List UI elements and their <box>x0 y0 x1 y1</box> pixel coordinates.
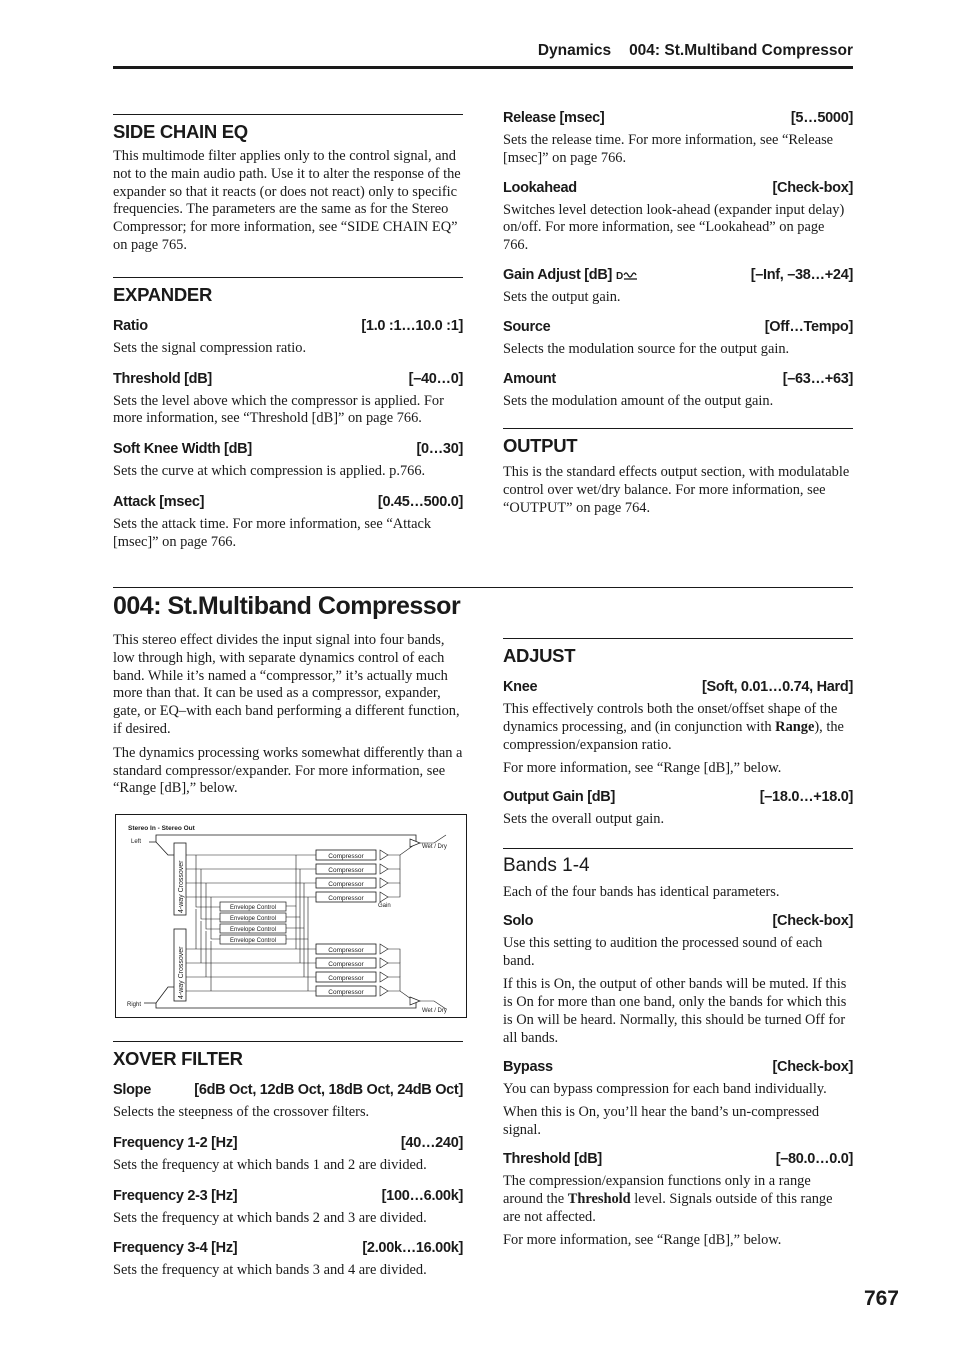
param-header <box>503 265 853 285</box>
side-chain-eq-section <box>113 114 463 255</box>
param-name: Output Gain [dB] <box>503 789 615 806</box>
param-block <box>503 911 853 1048</box>
param-desc: Switches level detection look-ahead (expander input delay) on/off. For more information, see “Lookahead” on page 766. <box>503 201 845 254</box>
param-name: Attack [msec] <box>113 493 205 510</box>
param-range: [6dB Oct, 12dB Oct, 18dB Oct, 24dB Oct] <box>194 1082 463 1098</box>
param-header <box>113 492 463 512</box>
param-name: Source <box>503 318 551 335</box>
section-heading: XOVER FILTER <box>113 1048 243 1069</box>
envelope-label: Envelope Control <box>229 905 277 911</box>
main-title: 004: St.Multiband Compressor <box>113 592 461 620</box>
param-desc: Sets the overall output gain. <box>503 811 665 828</box>
output-section <box>503 428 853 517</box>
block-diagram <box>115 814 467 1018</box>
param-range: [Check-box] <box>772 912 853 929</box>
param-desc: Sets the signal compression ratio. <box>113 339 307 356</box>
block-diagram-svg <box>116 815 466 1017</box>
param-name: Soft Knee Width [dB] <box>113 441 252 458</box>
param-range: [–63…+63] <box>782 370 853 387</box>
param-desc: Sets the frequency at which bands 3 and 4 are divided. <box>113 1262 427 1279</box>
param-name: Release [msec] <box>503 110 605 126</box>
desc-text: The compression/expansion functions only in a range around the <box>503 1172 811 1207</box>
param-name-wrap <box>503 265 638 285</box>
param-header <box>113 439 463 459</box>
main-title-rule <box>113 587 853 588</box>
compressor-label: Compressor <box>328 947 364 954</box>
adjust-section <box>503 638 853 829</box>
param-block <box>113 369 463 429</box>
param-name: Knee <box>503 679 538 695</box>
param-name: Gain Adjust [dB] <box>503 266 613 283</box>
param-desc: Sets the attack time. For more information, see “Attack [msec]” on page 766. <box>113 515 432 550</box>
param-header <box>113 369 463 389</box>
right-main-column <box>503 638 853 1250</box>
param-desc: When this is On, you’ll hear the band’s un-compressed signal. <box>503 1104 820 1139</box>
right-input-label: Right <box>127 1002 142 1008</box>
wet-dry-top-label: Wet / Dry <box>422 844 447 850</box>
gain-label: Gain <box>378 903 391 909</box>
param-range: [100…6.00k] <box>381 1187 463 1204</box>
compressor-label: Compressor <box>328 881 364 888</box>
envelope-outputs <box>286 855 308 991</box>
param-header <box>503 317 853 337</box>
xover-rule <box>113 1041 463 1280</box>
section-heading: ADJUST <box>503 645 576 666</box>
header-rule <box>113 66 853 69</box>
running-header <box>113 42 853 60</box>
param-name: Frequency 3-4 [Hz] <box>113 1240 238 1257</box>
left-top-column <box>113 114 463 552</box>
param-desc: Sets the release time. For more information, see “Release [msec]” on page 766. <box>503 132 834 166</box>
expander-section <box>113 277 463 552</box>
param-block <box>113 492 463 552</box>
left-input-label: Left <box>131 839 142 845</box>
param-range: [2.00k…16.00k] <box>362 1240 463 1257</box>
gain-stages <box>380 850 388 996</box>
param-name: Threshold [dB] <box>113 370 212 387</box>
param-header <box>503 677 853 697</box>
left-dry-wire <box>156 835 416 843</box>
intro-paragraph: This stereo effect divides the input signal into four bands, low through high, with separate dynamics control of each band. While it’s named a “compressor,” it’s actually much more than that. It can be used as a compressor, expander, gate, or EQ–with each band performing a different function, if desired. <box>113 632 460 737</box>
param-desc: Sets the modulation amount of the output gain. <box>503 392 774 409</box>
param-range: [40…240] <box>400 1134 463 1151</box>
param-header <box>503 787 853 807</box>
param-range: [–80.0…0.0] <box>775 1150 853 1167</box>
param-range: [–Inf, –38…+24] <box>750 266 853 283</box>
compressor-label: Compressor <box>328 895 364 902</box>
section-body: This multimode filter applies only to the control signal, and not to the main audio path. Use it to alter the response of the expander so that it reacts (or does not react) only to specific frequencies. The parameters are the same as for the Stereo Compressor; for more information, see “SIDE CHAIN EQ” on page 765. <box>113 148 461 253</box>
left-input-wire <box>149 842 174 855</box>
param-block <box>503 108 853 168</box>
param-block <box>503 369 853 411</box>
param-name: Frequency 2-3 [Hz] <box>113 1187 238 1204</box>
param-block <box>113 1133 463 1175</box>
envelope-label: Envelope Control <box>229 938 277 944</box>
param-range: [Soft, 0.01…0.74, Hard] <box>701 679 853 695</box>
compressor-label: Compressor <box>328 867 364 874</box>
param-desc: Sets the frequency at which bands 2 and 3 are divided. <box>113 1209 427 1226</box>
param-desc: If this is On, the output of other bands will be muted. If this is On for more than one band, only the bands for which this is On will be heard. Normally, this should be turned Off for all bands. <box>503 976 847 1046</box>
desc-bold: Threshold <box>567 1190 631 1207</box>
intro-block <box>113 632 463 798</box>
param-header <box>503 911 853 931</box>
param-header <box>503 1057 853 1077</box>
param-range: [Check-box] <box>772 179 853 196</box>
param-desc: Sets the level above which the compressor is applied. For more information, see “Threshold [dB]” on page 766. <box>113 392 444 427</box>
param-header <box>503 369 853 389</box>
param-header <box>113 1238 463 1258</box>
param-block <box>113 1080 463 1122</box>
page-number: 767 <box>863 1287 899 1310</box>
envelope-controls <box>220 902 286 944</box>
intro-paragraph: The dynamics processing works somewhat differently than a standard compressor/expander. For more information, see “Range [dB],” below. <box>113 744 463 797</box>
param-desc: Sets the frequency at which bands 1 and 2 are divided. <box>113 1156 427 1173</box>
param-range: [5…5000] <box>790 110 853 126</box>
param-desc: You can bypass compression for each band individually. <box>503 1080 827 1097</box>
param-range: [–40…0] <box>408 370 463 387</box>
param-desc: Sets the curve at which compression is applied. p.766. <box>113 463 426 480</box>
section-heading: EXPANDER <box>113 283 213 305</box>
section-body: This is the standard effects output section, with modulatable control over wet/dry balance. For more information, see “OUTPUT” on page 764. <box>503 464 850 516</box>
header-section: Dynamics <box>537 42 612 59</box>
diagram-title: Stereo In - Stereo Out <box>128 825 195 832</box>
param-name: Frequency 1-2 [Hz] <box>113 1134 238 1151</box>
wet-dry-bottom-label: Wet / Dry <box>422 1008 447 1014</box>
section-heading: SIDE CHAIN EQ <box>113 121 248 142</box>
right-input-wire <box>144 987 174 1003</box>
param-name: Lookahead <box>503 179 577 196</box>
param-range: [0.45…500.0] <box>377 493 463 510</box>
param-block <box>503 178 853 255</box>
crossover-top-label: 4-way Crossover <box>178 860 185 913</box>
param-range: [Off…Tempo] <box>764 318 853 335</box>
dmod-icon <box>616 269 638 281</box>
desc-bold: Range <box>775 718 815 735</box>
svg-text:D: D <box>616 271 623 282</box>
param-name: Solo <box>503 912 534 929</box>
param-desc: Sets the output gain. <box>503 288 621 305</box>
param-block <box>113 439 463 481</box>
header-title: 004: St.Multiband Compressor <box>629 42 853 59</box>
param-range: [0…30] <box>416 441 463 458</box>
param-desc: Selects the steepness of the crossover filters. <box>113 1104 370 1120</box>
compressor-label: Compressor <box>328 961 364 968</box>
param-header <box>503 1149 853 1169</box>
compressor-label: Compressor <box>328 989 364 996</box>
crossover-bottom-label: 4-way Crossover <box>178 946 185 999</box>
param-desc: Use this setting to audition the processed sound of each band. <box>503 934 823 969</box>
param-desc <box>503 1173 853 1226</box>
xover-filter-section <box>113 1041 463 1280</box>
param-desc: For more information, see “Range [dB],” below. <box>503 760 782 777</box>
compressor-label: Compressor <box>328 975 364 982</box>
envelope-label: Envelope Control <box>229 927 277 933</box>
param-header <box>113 1080 463 1100</box>
param-block <box>503 265 853 307</box>
param-header <box>113 316 463 336</box>
compressor-label: Compressor <box>328 853 364 860</box>
section-heading: Bands 1-4 <box>503 854 590 876</box>
param-name: Threshold [dB] <box>503 1150 602 1167</box>
param-block <box>503 677 853 778</box>
section-body: Each of the four bands has identical parameters. <box>503 883 780 900</box>
param-range: [Check-box] <box>772 1058 853 1075</box>
output-wires <box>388 835 446 1009</box>
param-block <box>503 1149 853 1250</box>
param-header <box>503 108 853 128</box>
bands-section <box>503 848 853 1250</box>
desc-text: ), the compression/expansion ratio. <box>503 718 844 753</box>
param-desc: For more information, see “Range [dB],” below. <box>503 1232 782 1249</box>
bottom-compressors <box>316 944 376 996</box>
desc-text: level. Signals outside of this range are not affected. <box>503 1190 833 1225</box>
param-block <box>503 317 853 359</box>
param-block <box>113 1186 463 1228</box>
right-top-column <box>503 108 853 518</box>
param-block <box>113 1238 463 1280</box>
param-name: Bypass <box>503 1058 553 1075</box>
param-block <box>113 316 463 358</box>
param-header <box>503 178 853 198</box>
desc-text: This effectively controls both the onset/offset shape of the dynamics processing, and (in conjunction with <box>503 701 838 735</box>
param-name: Ratio <box>113 317 148 334</box>
right-dry-wire <box>156 1001 416 1008</box>
param-name: Slope <box>113 1082 151 1098</box>
param-range: [–18.0…+18.0] <box>759 789 853 806</box>
wet-dry-mixers <box>410 839 420 1005</box>
top-compressors <box>316 850 376 902</box>
param-header <box>113 1133 463 1153</box>
param-desc <box>503 701 853 754</box>
param-name: Amount <box>503 370 556 387</box>
envelope-label: Envelope Control <box>229 916 277 922</box>
section-heading: OUTPUT <box>503 435 578 457</box>
param-block <box>503 1057 853 1140</box>
param-range: [1.0 :1…10.0 :1] <box>361 317 463 334</box>
param-desc: Selects the modulation source for the output gain. <box>503 340 790 357</box>
param-block <box>503 787 853 829</box>
param-header <box>113 1186 463 1206</box>
